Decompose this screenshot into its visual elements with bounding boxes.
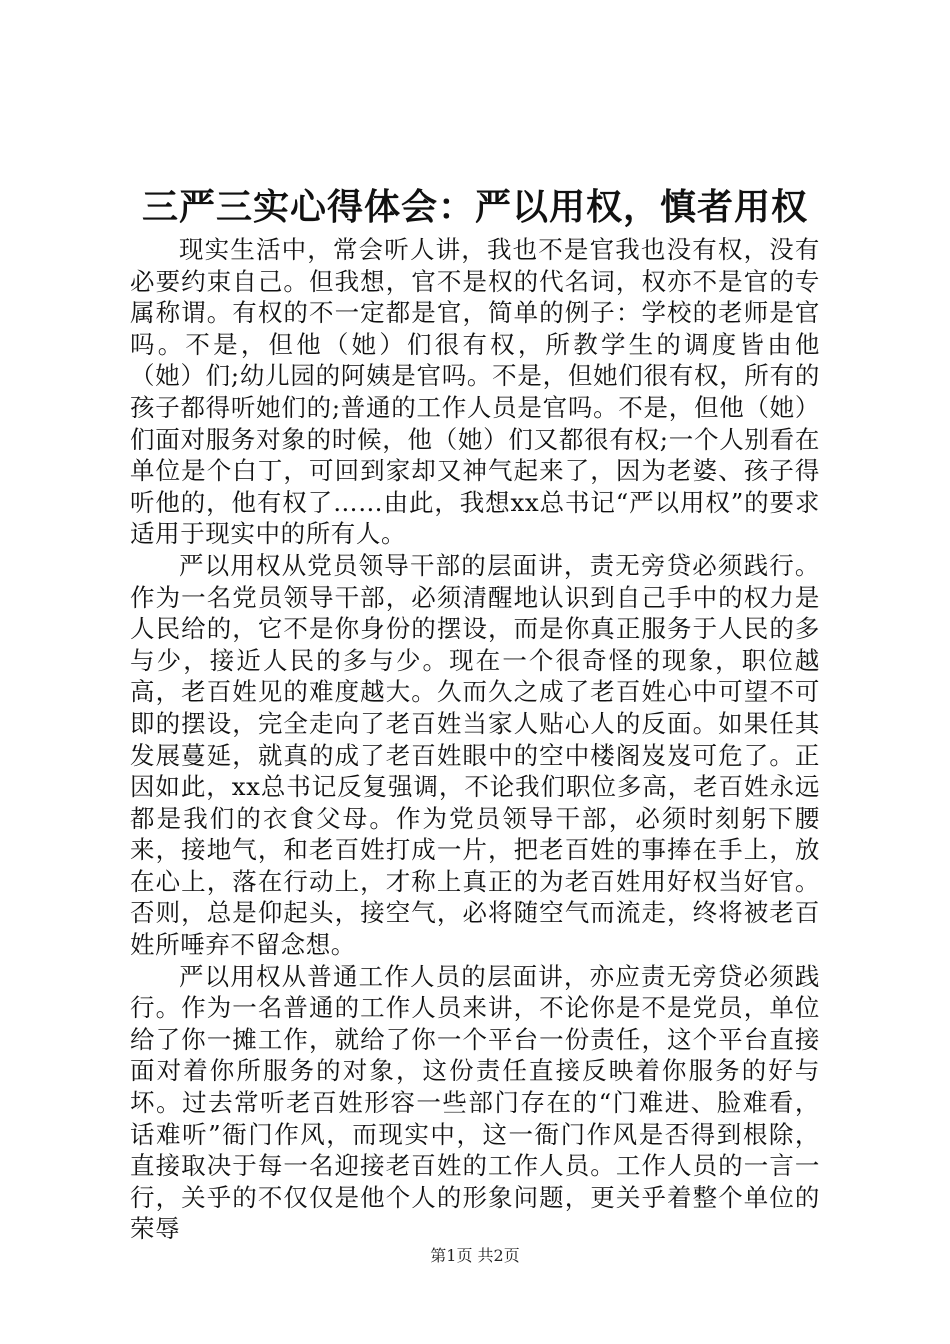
document-title: 三严三实心得体会：严以用权，慎者用权	[141, 186, 808, 228]
paragraph-1: 现实生活中，常会听人讲，我也不是官我也没有权，没有必要约束自己。但我想，官不是权的代名词，权亦不是官的专属称谓。有权的不一定都是官，简单的例子：学校的老师是官吗。不是，但他（她）们很有权，所教学生的调度皆由他（她）们;幼儿园的阿姨是官吗。不是，但她们很有权，所有的孩子都得听她们的;普通的工作人员是官吗。不是，但他（她）们面对服务对象的时候，他（她）们又都很有权;一个人别看在单位是个白丁，可回到家却又神气起来了，因为老婆、孩子得听他的，他有权了……由此，我想xx总书记“严以用权”的要求适用于现实中的所有人。	[130, 235, 820, 549]
page-footer: 第1页 共2页	[430, 1246, 520, 1265]
paragraph-3: 严以用权从普通工作人员的层面讲，亦应责无旁贷必须践行。作为一名普通的工作人员来讲，不论你是不是党员，单位给了你一摊工作，就给了你一个平台一份责任，这个平台直接面对着你所服务的对象，这份责任直接反映着你服务的好与坏。过去常听老百姓形容一些部门存在的“门难进、脸难看，话难听”衙门作风，而现实中，这一衙门作风是否得到根除，直接取决于每一名迎接老百姓的工作人员。工作人员的一言一行，关乎的不仅仅是他个人的形象问题，更关乎着整个单位的荣辱	[130, 961, 820, 1244]
document-body	[130, 234, 820, 1245]
paragraph-2: 严以用权从党员领导干部的层面讲，责无旁贷必须践行。作为一名党员领导干部，必须清醒地认识到自己手中的权力是人民给的，它不是你身份的摆设，而是你真正服务于人民的多与少，接近人民的多与少。现在一个很奇怪的现象，职位越高，老百姓见的难度越大。久而久之成了老百姓心中可望不可即的摆设，完全走向了老百姓当家人贴心人的反面。如果任其发展蔓延，就真的成了老百姓眼中的空中楼阁岌岌可危了。正因如此，xx总书记反复强调，不论我们职位多高，老百姓永远都是我们的衣食父母。作为党员领导干部，必须时刻躬下腰来，接地气，和老百姓打成一片，把老百姓的事捧在手上，放在心上，落在行动上，才称上真正的为老百姓用好权当好官。否则，总是仰起头，接空气，必将随空气而流走，终将被老百姓所唾弃不留念想。	[130, 550, 820, 960]
